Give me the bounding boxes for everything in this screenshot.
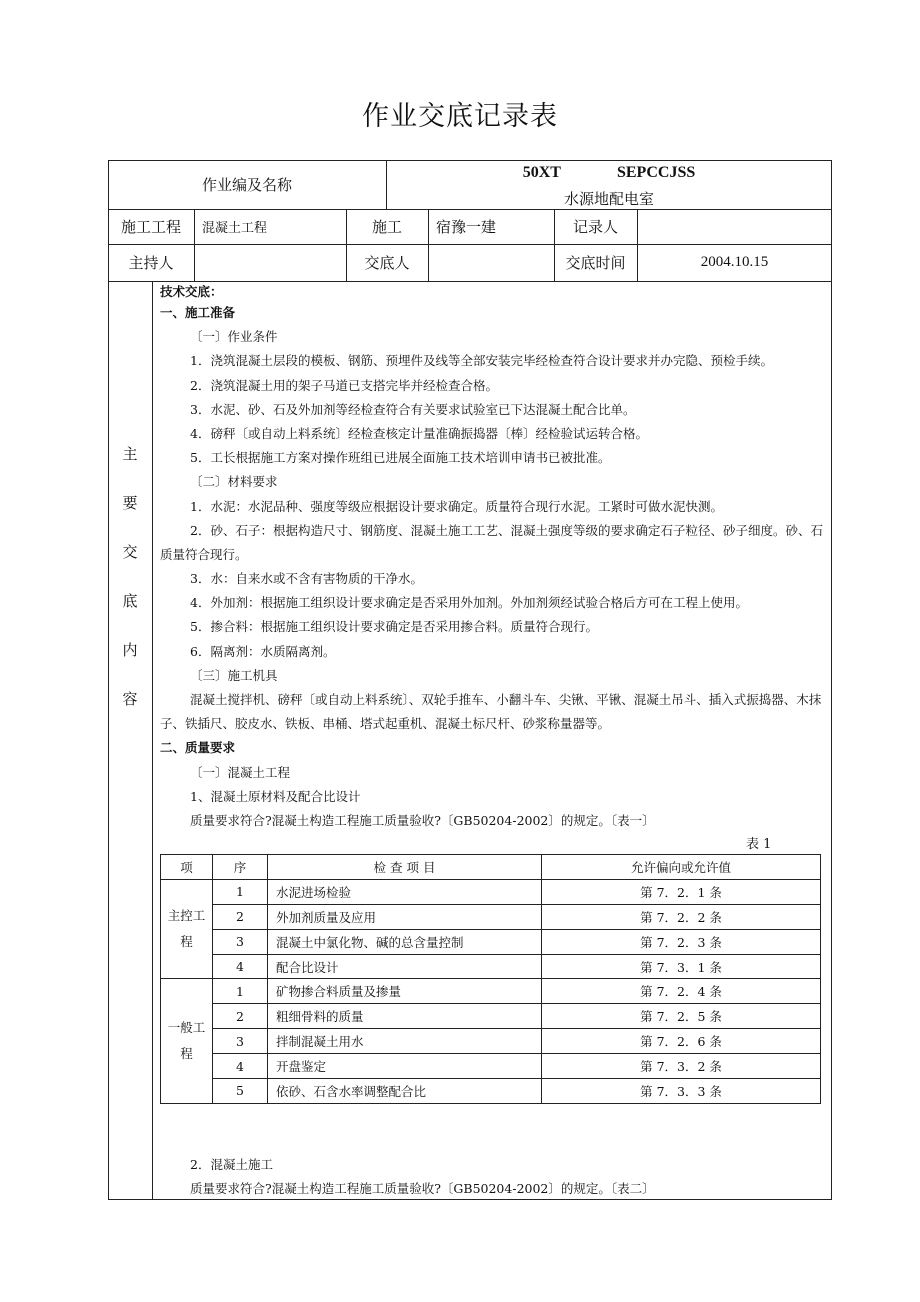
host-label: 主持人 [128,254,174,272]
row-no: 2 [213,904,268,929]
condition-item: 2．浇筑混凝土用的架子马道已支搭完毕并经检查合格。 [190,377,498,393]
table-row [161,979,821,1004]
table-row [161,1054,821,1079]
row-item: 水泥进场检验 [268,879,542,904]
recorder-label: 记录人 [572,218,618,236]
job-code-part2: SEPCCJSS [616,164,696,181]
row-item: 开盘鉴定 [268,1054,542,1079]
side-char: 容 [122,690,138,708]
row-no: 4 [213,954,268,979]
material-item: 5．掺合料：根据施工组织设计要求确定是否采用掺合料。质量符合现行。 [190,619,598,635]
header-item: 检 查 项 目 [268,855,542,880]
group-main-control: 主控工程 [161,879,213,979]
row-value: 第 7．3．3 条 [542,1079,821,1104]
table-row [161,1029,821,1054]
material-item: 4．外加剂：根据施工组织设计要求确定是否采用外加剂。外加剂须经试验合格后方可在工程上使用。 [190,595,748,611]
subsection-conditions: 〔一〕作业条件 [190,329,278,345]
table-row [161,1004,821,1029]
row-no: 1 [213,879,268,904]
subsection-materials: 〔二〕材料要求 [190,474,278,490]
main-content-side-label [108,430,152,724]
group-general: 一般工程 [161,979,213,1103]
discloser-value [428,244,554,281]
discloser-label: 交底人 [364,254,410,272]
inspection-table [160,854,821,1104]
quality-item-2: 2．混凝土施工 [190,1157,273,1172]
side-char: 底 [122,592,138,610]
side-char: 主 [122,445,138,463]
row-no: 4 [213,1054,268,1079]
row-value: 第 7．2．2 条 [542,904,821,929]
row-no: 2 [213,1004,268,1029]
quality-requirement-1: 质量要求符合?混凝土构造工程施工质量验收?〔GB50204-2002〕的规定。〔表一〕 [190,813,655,828]
table-row [161,1079,821,1104]
material-item: 3．水：自来水或不含有害物质的干净水。 [190,571,423,587]
job-code-part1: 50XT [522,164,561,181]
project-value: 混凝土工程 [202,221,268,236]
row-item: 混凝土中氯化物、碱的总含量控制 [268,929,542,954]
disclosure-content [160,282,828,833]
builder-value: 宿豫一建 [436,218,497,236]
row-no: 5 [213,1079,268,1104]
time-value: 2004.10.15 [700,254,769,270]
table-row [161,929,821,954]
quality-requirement-2: 质量要求符合?混凝土构造工程施工质量验收?〔GB50204-2002〕的规定。〔表二〕 [190,1181,655,1197]
quality-subsection: 〔一〕混凝土工程 [190,764,291,780]
project-label: 施工工程 [120,218,181,236]
row-no: 3 [213,929,268,954]
quality-section-2 [160,1153,655,1201]
header-value: 允许偏向或允许值 [542,855,821,880]
job-subname: 水源地配电室 [563,190,654,208]
row-item: 矿物掺合料质量及掺量 [268,979,542,1004]
row-value: 第 7．2．6 条 [542,1029,821,1054]
page-title: 作业交底记录表 [362,101,558,132]
row-no: 1 [213,979,268,1004]
subsection-tools: 〔三〕施工机具 [190,667,278,683]
job-name-label: 作业编及名称 [201,176,292,194]
host-value [194,244,346,281]
condition-item: 3．水泥、砂、石及外加剂等经检查符合有关要求试验室已下达混凝土配合比单。 [190,401,636,417]
row-value: 第 7．2．3 条 [542,929,821,954]
row-value: 第 7．3．2 条 [542,1054,821,1079]
header-seq: 序 [213,855,268,880]
row-item: 配合比设计 [268,954,542,979]
tech-title: 技术交底： [160,284,223,299]
row-item: 依砂、石含水率调整配合比 [268,1079,542,1104]
row-item: 粗细骨料的质量 [268,1004,542,1029]
table-row [161,879,821,904]
material-item: 2．砂、石子：根据构造尺寸、钢筋度、混凝土施工工艺、混凝土强度等级的要求确定石子粒径、砂子细度。砂、石质量符合现行。 [160,522,823,562]
row-value: 第 7．3．1 条 [542,954,821,979]
row-value: 第 7．2．1 条 [542,879,821,904]
condition-item: 5．工长根据施工方案对操作班组已进展全面施工技术培训申请书已被批准。 [190,450,611,466]
condition-item: 1．浇筑混凝土层段的模板、钢筋、预埋件及线等全部安装完毕经检查符合设计要求并办完隐、预检手续。 [190,353,773,369]
quality-item-1: 1、混凝土原材料及配合比设计 [190,788,361,804]
row-item: 外加剂质量及应用 [268,904,542,929]
table-row [161,904,821,929]
section2-title: 二、质量要求 [160,740,236,756]
table-row [161,954,821,979]
time-label: 交底时间 [565,254,626,272]
header-category: 项 [161,855,213,880]
material-item: 6．隔离剂：水质隔离剂。 [190,643,336,659]
row-item: 拌制混凝土用水 [268,1029,542,1054]
row-no: 3 [213,1029,268,1054]
row-value: 第 7．2．4 条 [542,979,821,1004]
tools-list: 混凝土搅拌机、磅秤〔或自动上料系统〕、双轮手推车、小翻斗车、尖锹、平锹、混凝土吊斗、插入式振捣器、木抹子、铁插尺、胶皮水、铁板、串桶、塔式起重机、混凝土标尺杆、砂浆称量器等。 [160,692,822,732]
condition-item: 4．磅秤〔或自动上料系统〕经检查核定计量准确振捣器〔棒〕经检验试运转合格。 [190,425,648,441]
table-label: 表 1 [746,837,772,852]
side-char: 交 [122,543,138,561]
section1-title: 一、施工准备 [160,305,236,320]
builder-label: 施工 [371,218,402,236]
side-char: 内 [122,641,138,659]
material-item: 1．水泥：水泥品种、强度等级应根据设计要求确定。质量符合现行水泥。工紧时可做水泥快测。 [190,498,723,514]
recorder-value [637,209,832,244]
row-value: 第 7．2．5 条 [542,1004,821,1029]
job-code [386,164,832,182]
side-char: 要 [122,494,138,512]
table-header-row [161,855,821,880]
